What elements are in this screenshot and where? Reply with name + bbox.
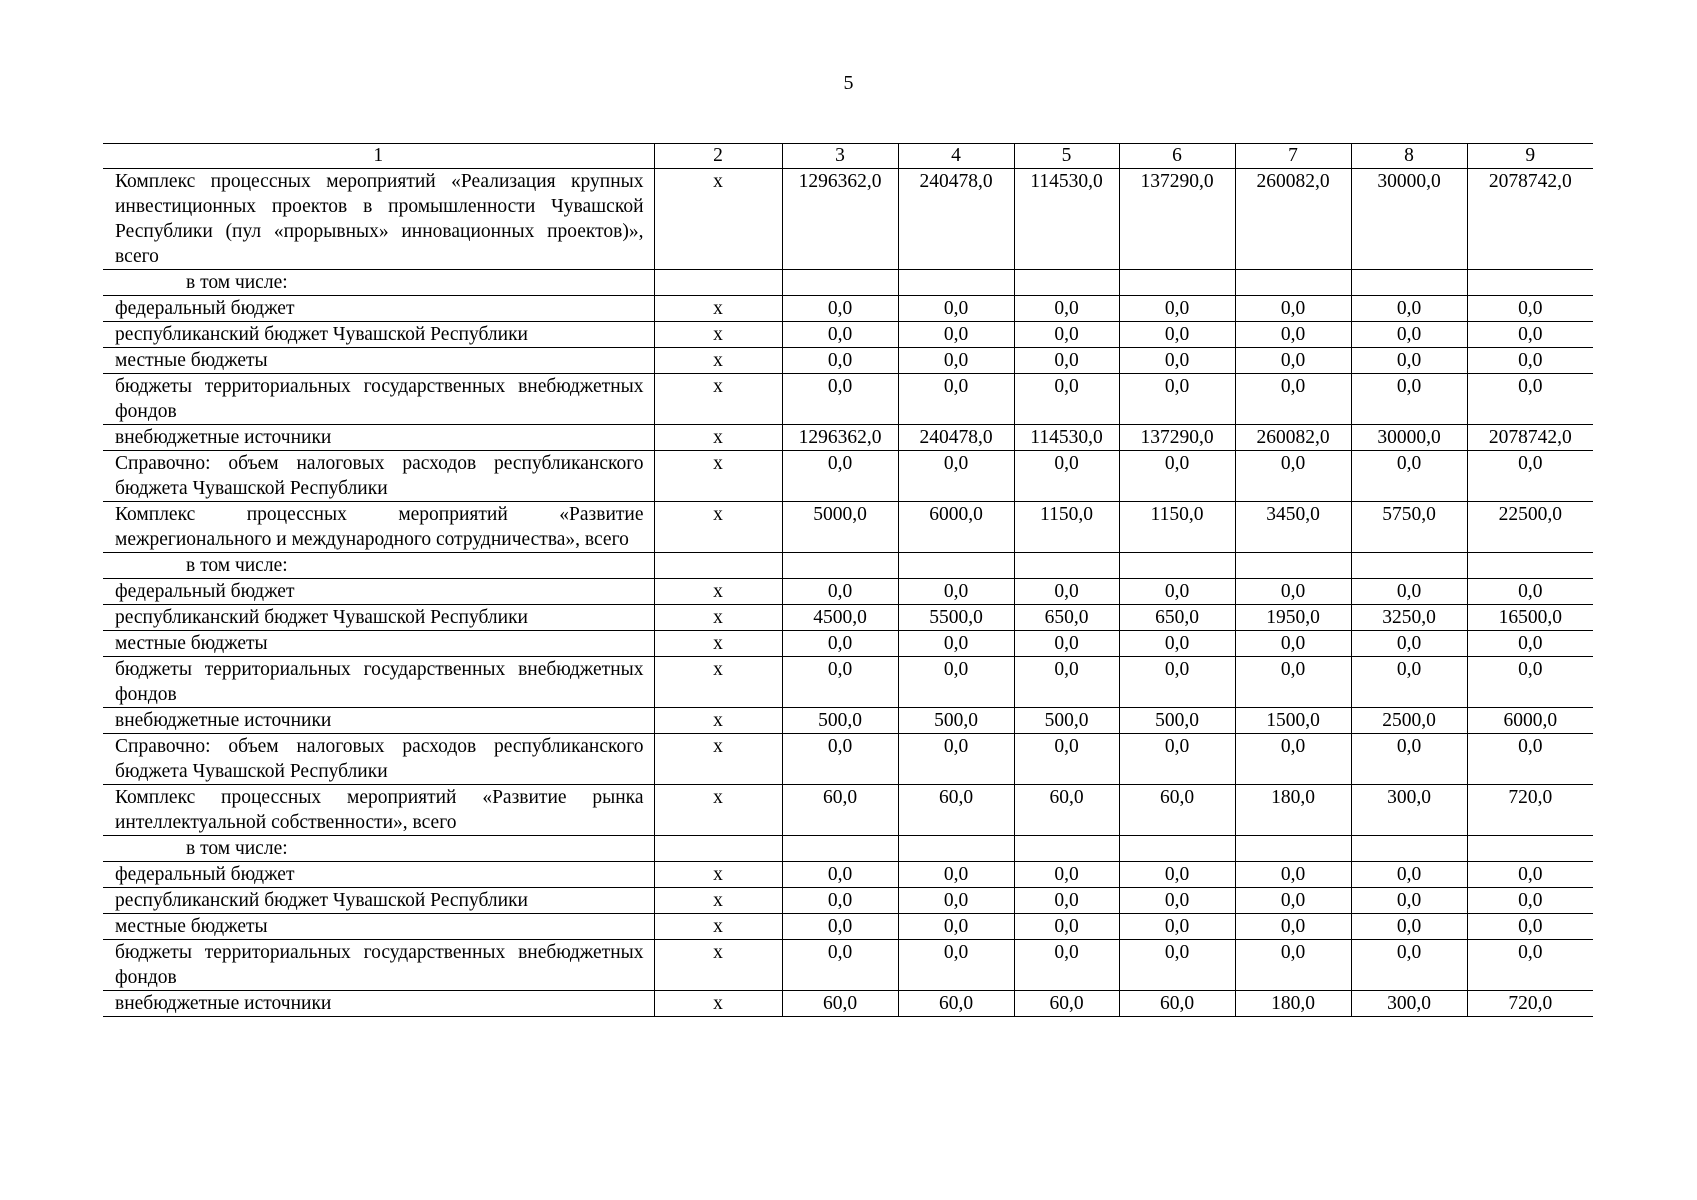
page-number: 5 (843, 72, 854, 94)
empty-cell (1351, 836, 1467, 862)
empty-cell (1351, 270, 1467, 296)
value-cell: 1150,0 (1119, 502, 1235, 553)
value-cell: 1150,0 (1014, 502, 1119, 553)
value-cell: 300,0 (1351, 991, 1467, 1017)
value-cell: 3250,0 (1351, 605, 1467, 631)
x-cell: х (654, 708, 782, 734)
value-cell: 0,0 (782, 734, 898, 785)
value-cell: 0,0 (1467, 374, 1593, 425)
value-cell: 0,0 (1351, 631, 1467, 657)
row-label: внебюджетные источники (103, 991, 654, 1017)
value-cell: 0,0 (1014, 296, 1119, 322)
subheading-row (103, 270, 1593, 296)
value-cell: 5500,0 (898, 605, 1014, 631)
value-cell: 0,0 (1235, 631, 1351, 657)
value-cell: 60,0 (898, 991, 1014, 1017)
x-cell: х (654, 734, 782, 785)
value-cell: 30000,0 (1351, 169, 1467, 270)
empty-cell (1467, 836, 1593, 862)
value-cell: 6000,0 (1467, 708, 1593, 734)
value-cell: 0,0 (1014, 348, 1119, 374)
x-cell: х (654, 657, 782, 708)
table-row (103, 862, 1593, 888)
empty-cell (1235, 836, 1351, 862)
x-cell: х (654, 862, 782, 888)
value-cell: 0,0 (1014, 579, 1119, 605)
value-cell: 0,0 (782, 322, 898, 348)
value-cell: 0,0 (1467, 451, 1593, 502)
value-cell: 0,0 (1014, 940, 1119, 991)
value-cell: 0,0 (1014, 862, 1119, 888)
table-row (103, 914, 1593, 940)
row-label: федеральный бюджет (103, 296, 654, 322)
empty-cell (654, 553, 782, 579)
value-cell: 0,0 (1351, 888, 1467, 914)
value-cell: 0,0 (1119, 862, 1235, 888)
value-cell: 0,0 (1351, 734, 1467, 785)
empty-cell (898, 553, 1014, 579)
value-cell: 60,0 (782, 991, 898, 1017)
value-cell: 0,0 (1014, 657, 1119, 708)
value-cell: 0,0 (1235, 657, 1351, 708)
row-label: бюджеты территориальных государственных внебюджетных фондов (103, 657, 654, 708)
value-cell: 0,0 (1351, 322, 1467, 348)
value-cell: 0,0 (898, 657, 1014, 708)
value-cell: 0,0 (1119, 451, 1235, 502)
value-cell: 0,0 (898, 322, 1014, 348)
table-row (103, 631, 1593, 657)
empty-cell (1467, 270, 1593, 296)
value-cell: 1500,0 (1235, 708, 1351, 734)
column-header: 4 (898, 144, 1014, 169)
value-cell: 0,0 (898, 914, 1014, 940)
table-row (103, 374, 1593, 425)
value-cell: 0,0 (1235, 940, 1351, 991)
value-cell: 500,0 (782, 708, 898, 734)
table-row (103, 169, 1593, 270)
x-cell: х (654, 451, 782, 502)
table-header-row (103, 144, 1593, 169)
value-cell: 0,0 (1014, 888, 1119, 914)
value-cell: 0,0 (898, 296, 1014, 322)
table-row (103, 296, 1593, 322)
value-cell: 0,0 (1351, 579, 1467, 605)
table-row (103, 348, 1593, 374)
empty-cell (654, 270, 782, 296)
value-cell: 0,0 (1235, 322, 1351, 348)
value-cell: 0,0 (898, 940, 1014, 991)
subheading-row (103, 836, 1593, 862)
x-cell: х (654, 914, 782, 940)
value-cell: 0,0 (1014, 914, 1119, 940)
value-cell: 0,0 (1235, 734, 1351, 785)
value-cell: 5750,0 (1351, 502, 1467, 553)
value-cell: 0,0 (1467, 579, 1593, 605)
value-cell: 60,0 (782, 785, 898, 836)
row-label: республиканский бюджет Чувашской Республики (103, 605, 654, 631)
value-cell: 0,0 (1467, 734, 1593, 785)
table-row (103, 579, 1593, 605)
value-cell: 0,0 (1467, 348, 1593, 374)
row-subheading: в том числе: (103, 270, 654, 296)
value-cell: 180,0 (1235, 991, 1351, 1017)
table-row (103, 502, 1593, 553)
x-cell: х (654, 888, 782, 914)
x-cell: х (654, 296, 782, 322)
value-cell: 0,0 (1119, 348, 1235, 374)
table-row (103, 734, 1593, 785)
column-header: 8 (1351, 144, 1467, 169)
value-cell: 0,0 (1467, 296, 1593, 322)
x-cell: х (654, 631, 782, 657)
value-cell: 0,0 (898, 734, 1014, 785)
value-cell: 1296362,0 (782, 169, 898, 270)
row-subheading: в том числе: (103, 553, 654, 579)
empty-cell (782, 836, 898, 862)
empty-cell (782, 553, 898, 579)
table-row (103, 940, 1593, 991)
value-cell: 22500,0 (1467, 502, 1593, 553)
value-cell: 0,0 (898, 579, 1014, 605)
value-cell: 300,0 (1351, 785, 1467, 836)
empty-cell (782, 270, 898, 296)
value-cell: 0,0 (782, 296, 898, 322)
empty-cell (654, 836, 782, 862)
value-cell: 0,0 (898, 451, 1014, 502)
value-cell: 137290,0 (1119, 425, 1235, 451)
value-cell: 0,0 (1014, 734, 1119, 785)
x-cell: х (654, 425, 782, 451)
value-cell: 0,0 (782, 914, 898, 940)
value-cell: 0,0 (1235, 862, 1351, 888)
table-body (103, 144, 1593, 1017)
row-label: бюджеты территориальных государственных внебюджетных фондов (103, 940, 654, 991)
value-cell: 30000,0 (1351, 425, 1467, 451)
value-cell: 0,0 (782, 862, 898, 888)
value-cell: 500,0 (1014, 708, 1119, 734)
x-cell: х (654, 374, 782, 425)
value-cell: 650,0 (1119, 605, 1235, 631)
value-cell: 0,0 (1351, 348, 1467, 374)
value-cell: 260082,0 (1235, 169, 1351, 270)
value-cell: 0,0 (898, 374, 1014, 425)
empty-cell (898, 836, 1014, 862)
value-cell: 0,0 (1235, 914, 1351, 940)
x-cell: х (654, 940, 782, 991)
row-label: местные бюджеты (103, 914, 654, 940)
row-label: бюджеты территориальных государственных внебюджетных фондов (103, 374, 654, 425)
value-cell: 0,0 (1467, 657, 1593, 708)
value-cell: 0,0 (1467, 862, 1593, 888)
value-cell: 2078742,0 (1467, 425, 1593, 451)
value-cell: 0,0 (1014, 631, 1119, 657)
x-cell: х (654, 579, 782, 605)
value-cell: 114530,0 (1014, 425, 1119, 451)
value-cell: 0,0 (782, 657, 898, 708)
value-cell: 0,0 (1351, 657, 1467, 708)
value-cell: 60,0 (1014, 991, 1119, 1017)
row-label: республиканский бюджет Чувашской Республики (103, 888, 654, 914)
table-row (103, 991, 1593, 1017)
x-cell: х (654, 785, 782, 836)
value-cell: 60,0 (1014, 785, 1119, 836)
table-row (103, 605, 1593, 631)
column-header: 6 (1119, 144, 1235, 169)
value-cell: 0,0 (898, 862, 1014, 888)
x-cell: х (654, 502, 782, 553)
table-row (103, 425, 1593, 451)
subheading-row (103, 553, 1593, 579)
value-cell: 3450,0 (1235, 502, 1351, 553)
value-cell: 0,0 (1119, 734, 1235, 785)
value-cell: 0,0 (1351, 914, 1467, 940)
x-cell: х (654, 605, 782, 631)
value-cell: 0,0 (1351, 451, 1467, 502)
value-cell: 0,0 (1351, 940, 1467, 991)
value-cell: 0,0 (782, 374, 898, 425)
value-cell: 4500,0 (782, 605, 898, 631)
table-row (103, 322, 1593, 348)
empty-cell (1235, 553, 1351, 579)
value-cell: 0,0 (1119, 631, 1235, 657)
row-subheading: в том числе: (103, 836, 654, 862)
value-cell: 60,0 (898, 785, 1014, 836)
column-header: 2 (654, 144, 782, 169)
row-label: местные бюджеты (103, 348, 654, 374)
row-label: федеральный бюджет (103, 862, 654, 888)
value-cell: 114530,0 (1014, 169, 1119, 270)
empty-cell (1119, 270, 1235, 296)
value-cell: 0,0 (1119, 322, 1235, 348)
row-label: Справочно: объем налоговых расходов республиканского бюджета Чувашской Республики (103, 734, 654, 785)
value-cell: 0,0 (1467, 322, 1593, 348)
value-cell: 2078742,0 (1467, 169, 1593, 270)
empty-cell (1014, 553, 1119, 579)
value-cell: 60,0 (1119, 991, 1235, 1017)
table-row (103, 657, 1593, 708)
value-cell: 0,0 (1351, 374, 1467, 425)
value-cell: 0,0 (898, 631, 1014, 657)
x-cell: х (654, 322, 782, 348)
value-cell: 0,0 (1119, 579, 1235, 605)
x-cell: х (654, 348, 782, 374)
column-header: 1 (103, 144, 654, 169)
x-cell: х (654, 169, 782, 270)
value-cell: 0,0 (1467, 914, 1593, 940)
value-cell: 0,0 (1119, 940, 1235, 991)
value-cell: 0,0 (1351, 862, 1467, 888)
value-cell: 0,0 (782, 579, 898, 605)
row-label: внебюджетные источники (103, 425, 654, 451)
value-cell: 0,0 (782, 451, 898, 502)
value-cell: 0,0 (898, 348, 1014, 374)
empty-cell (1119, 553, 1235, 579)
row-label: Комплекс процессных мероприятий «Развитие межрегионального и международного сотрудничества», всего (103, 502, 654, 553)
value-cell: 5000,0 (782, 502, 898, 553)
empty-cell (1235, 270, 1351, 296)
row-label: Комплекс процессных мероприятий «Развитие рынка интеллектуальной собственности», всего (103, 785, 654, 836)
value-cell: 260082,0 (1235, 425, 1351, 451)
value-cell: 0,0 (1014, 451, 1119, 502)
empty-cell (1467, 553, 1593, 579)
column-header: 3 (782, 144, 898, 169)
value-cell: 137290,0 (1119, 169, 1235, 270)
empty-cell (898, 270, 1014, 296)
row-label: внебюджетные источники (103, 708, 654, 734)
value-cell: 240478,0 (898, 169, 1014, 270)
value-cell: 0,0 (1235, 888, 1351, 914)
row-label: федеральный бюджет (103, 579, 654, 605)
value-cell: 0,0 (1235, 348, 1351, 374)
value-cell: 720,0 (1467, 991, 1593, 1017)
value-cell: 0,0 (1119, 296, 1235, 322)
value-cell: 500,0 (1119, 708, 1235, 734)
value-cell: 0,0 (782, 348, 898, 374)
value-cell: 0,0 (1235, 451, 1351, 502)
value-cell: 180,0 (1235, 785, 1351, 836)
row-label: Комплекс процессных мероприятий «Реализация крупных инвестиционных проектов в промышленности Чувашской Республики (пул «прорывных» инновационных проектов)», всего (103, 169, 654, 270)
value-cell: 1950,0 (1235, 605, 1351, 631)
value-cell: 0,0 (1235, 579, 1351, 605)
table-row (103, 785, 1593, 836)
value-cell: 0,0 (1014, 322, 1119, 348)
empty-cell (1351, 553, 1467, 579)
value-cell: 0,0 (898, 888, 1014, 914)
value-cell: 0,0 (1119, 914, 1235, 940)
column-header: 9 (1467, 144, 1593, 169)
value-cell: 0,0 (1351, 296, 1467, 322)
value-cell: 650,0 (1014, 605, 1119, 631)
table-row (103, 451, 1593, 502)
row-label: местные бюджеты (103, 631, 654, 657)
column-header: 5 (1014, 144, 1119, 169)
value-cell: 0,0 (1014, 374, 1119, 425)
value-cell: 0,0 (1235, 374, 1351, 425)
value-cell: 16500,0 (1467, 605, 1593, 631)
value-cell: 2500,0 (1351, 708, 1467, 734)
value-cell: 6000,0 (898, 502, 1014, 553)
value-cell: 1296362,0 (782, 425, 898, 451)
table-row (103, 708, 1593, 734)
value-cell: 60,0 (1119, 785, 1235, 836)
row-label: республиканский бюджет Чувашской Республики (103, 322, 654, 348)
value-cell: 0,0 (1467, 940, 1593, 991)
value-cell: 0,0 (1119, 657, 1235, 708)
budget-table (103, 143, 1593, 1017)
empty-cell (1119, 836, 1235, 862)
row-label: Справочно: объем налоговых расходов республиканского бюджета Чувашской Республики (103, 451, 654, 502)
value-cell: 240478,0 (898, 425, 1014, 451)
empty-cell (1014, 270, 1119, 296)
value-cell: 0,0 (1119, 374, 1235, 425)
x-cell: х (654, 991, 782, 1017)
value-cell: 0,0 (782, 940, 898, 991)
value-cell: 0,0 (782, 631, 898, 657)
column-header: 7 (1235, 144, 1351, 169)
value-cell: 0,0 (1235, 296, 1351, 322)
value-cell: 0,0 (782, 888, 898, 914)
value-cell: 500,0 (898, 708, 1014, 734)
value-cell: 0,0 (1467, 631, 1593, 657)
empty-cell (1014, 836, 1119, 862)
table-row (103, 888, 1593, 914)
value-cell: 0,0 (1467, 888, 1593, 914)
value-cell: 720,0 (1467, 785, 1593, 836)
value-cell: 0,0 (1119, 888, 1235, 914)
